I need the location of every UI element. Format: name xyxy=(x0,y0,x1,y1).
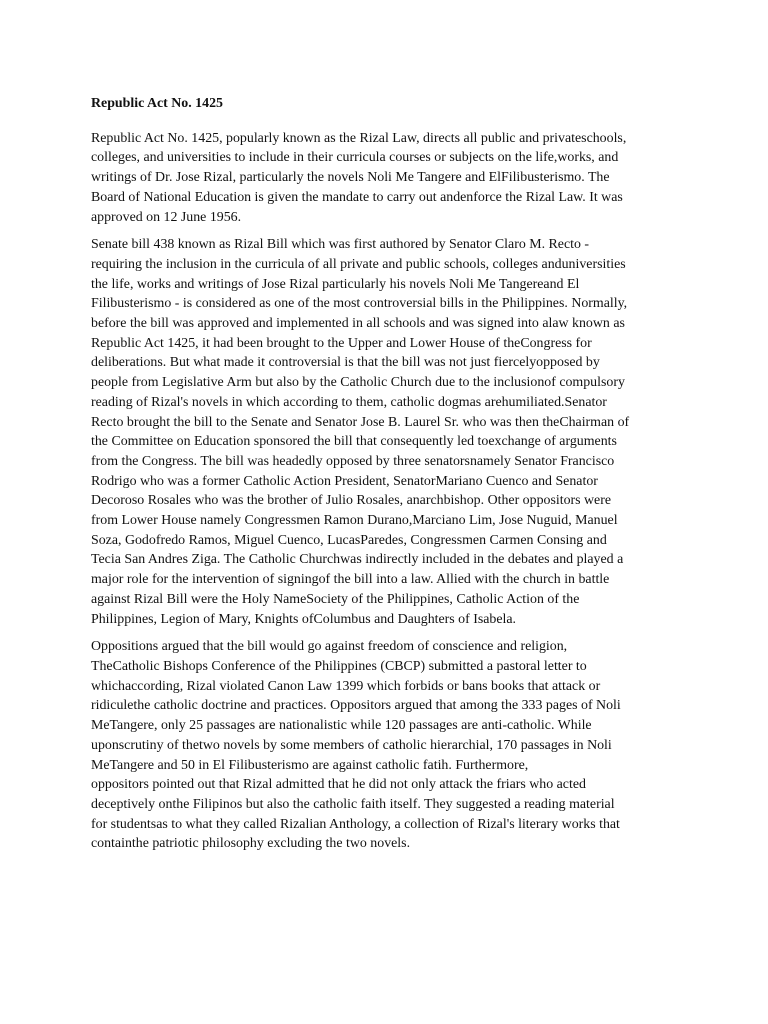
text-line: ridiculethe catholic doctrine and practices. Oppositors argued that among the 333 pages of Noli xyxy=(91,698,621,714)
paragraph xyxy=(91,637,703,854)
text-line: Republic Act No. 1425, popularly known as the Rizal Law, directs all public and privateschools, xyxy=(91,130,627,146)
text-line: writings of Dr. Jose Rizal, particularly the novels Noli Me Tangere and ElFilibusterismo. The xyxy=(91,170,610,186)
text-line: Board of National Education is given the mandate to carry out andenforce the Rizal Law. It was xyxy=(91,189,623,205)
text-line: deliberations. But what made it controversial is that the bill was not just fiercelyopposed by xyxy=(91,355,600,371)
text-line: from the Congress. The bill was headedly opposed by three senatorsnamely Senator Francisco xyxy=(91,453,615,469)
text-line: people from Legislative Arm but also by the Catholic Church due to the inclusionof compulsory xyxy=(91,375,625,391)
text-line: uponscrutiny of thetwo novels by some members of catholic hierarchial, 170 passages in Noli xyxy=(91,737,612,753)
text-line: MeTangere and 50 in El Filibusterismo are against catholic fatih. Furthermore, xyxy=(91,757,529,773)
text-line: against Rizal Bill were the Holy NameSociety of the Philippines, Catholic Action of the xyxy=(91,591,580,607)
text-line: reading of Rizal's novels in which according to them, catholic dogmas arehumiliated.Senator xyxy=(91,394,607,410)
text-line: Republic Act 1425, it had been brought to the Upper and Lower House of theCongress for xyxy=(91,335,592,351)
text-line: Senate bill 438 known as Rizal Bill which was first authored by Senator Claro M. Recto - xyxy=(91,237,590,253)
text-line: TheCatholic Bishops Conference of the Philippines (CBCP) submitted a pastoral letter to xyxy=(91,658,587,674)
text-line: Oppositions argued that the bill would go against freedom of conscience and religion, xyxy=(91,639,568,655)
paragraph xyxy=(91,129,703,228)
text-line: from Lower House namely Congressmen Ramon Durano,Marciano Lim, Jose Nuguid, Manuel xyxy=(91,513,618,529)
text-line: major role for the intervention of signingof the bill into a law. Allied with the church in battle xyxy=(91,572,610,588)
text-line: Tecia San Andres Ziga. The Catholic Churchwas indirectly included in the debates and played a xyxy=(91,552,624,568)
text-line: Soza, Godofredo Ramos, Miguel Cuenco, LucasParedes, Congressmen Carmen Consing and xyxy=(91,532,607,548)
document-title: Republic Act No. 1425 xyxy=(91,96,223,111)
text-line: whichaccording, Rizal violated Canon Law 1399 which forbids or bans books that attack or xyxy=(91,678,601,694)
text-line: Rodrigo who was a former Catholic Action President, SenatorMariano Cuenco and Senator xyxy=(91,473,598,489)
text-line: for studentsas to what they called Rizalian Anthology, a collection of Rizal's literary works that xyxy=(91,816,620,832)
text-line: the Committee on Education sponsored the bill that consequently led toexchange of arguments xyxy=(91,434,617,450)
text-line: Philippines, Legion of Mary, Knights ofColumbus and Daughters of Isabela. xyxy=(91,611,517,627)
text-line: MeTangere, only 25 passages are nationalistic while 120 passages are anti-catholic. While xyxy=(91,718,592,734)
text-line: before the bill was approved and implemented in all schools and was signed into alaw known as xyxy=(91,316,625,332)
text-line: containthe patriotic philosophy excluding the two novels. xyxy=(91,836,411,852)
text-line: requiring the inclusion in the curricula of all private and public schools, colleges anduniversities xyxy=(91,256,626,272)
text-line: the life, works and writings of Jose Rizal particularly his novels Noli Me Tangereand El xyxy=(91,276,580,292)
text-line: Recto brought the bill to the Senate and Senator Jose B. Laurel Sr. who was then theChairman of xyxy=(91,414,630,430)
document-body xyxy=(91,129,703,854)
text-line: Filibusterismo - is considered as one of the most controversial bills in the Philippines. Normally, xyxy=(91,296,628,312)
text-line: oppositors pointed out that Rizal admitted that he did not only attack the friars who acted xyxy=(91,777,586,793)
text-line: colleges, and universities to include in their curricula courses or subjects on the life,works, and xyxy=(91,150,619,166)
text-line: approved on 12 June 1956. xyxy=(91,209,242,225)
text-line: Decoroso Rosales who was the brother of Julio Rosales, anarchbishop. Other oppositors were xyxy=(91,493,612,509)
paragraph xyxy=(91,235,703,629)
document-page xyxy=(91,94,703,862)
text-line: deceptively onthe Filipinos but also the catholic faith itself. They suggested a reading material xyxy=(91,796,615,812)
